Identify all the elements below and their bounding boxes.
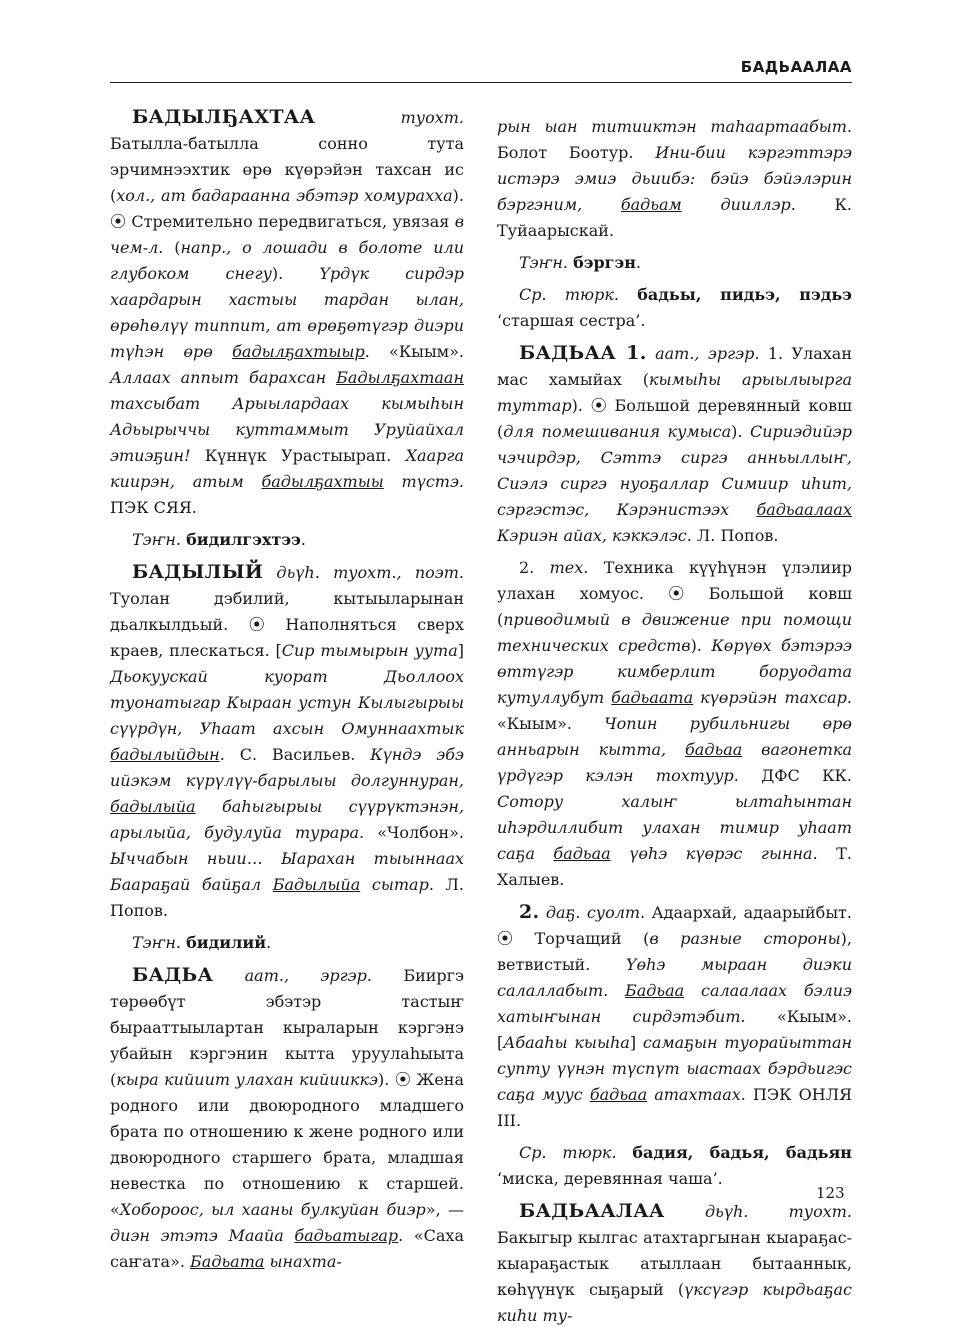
italic-text: тахсыбат Арыылардаах кымыһын Адьырыччы куттаммыт Уруйайхал этиэҕин! [110,394,464,465]
underline: бадьаа [589,1085,648,1104]
text-run: Батылла-батылла сонно тута эрчимнээхтик өрө күөрэйэн тахсан ис ( [110,134,464,205]
headword: БАДЬААЛАА [519,1200,665,1222]
italic-text: . [219,745,225,764]
text-run: «Кыым». [369,342,465,361]
text-run: ПЭК ОНЛЯ III. [497,1085,853,1130]
example-word [685,740,742,759]
example-word [110,797,196,816]
italic-text: для помешивания кумыса [503,422,732,441]
headword: БАДЬАА 1. [519,342,647,364]
entry-paragraph [497,555,852,893]
italic-text: Күндэ эбэ ийэкэм күрүлүү-барылыы долгуннуран, [110,745,464,790]
underline: бадылыйдын [110,745,220,764]
header-rule [110,82,852,83]
entry-paragraph [497,1198,852,1329]
text-run: ПЭК СЯЯ. [110,498,197,517]
italic-text: туохт. [400,108,464,127]
text-run: ‘старшая сестра’. [497,311,646,330]
italic-text: в разные стороны [649,929,841,948]
italic-text: Хобороос, ыл хааны булкуйан биэр [119,1200,426,1219]
bold-term: бадьы, пидьэ, пэдьэ [637,285,852,304]
text-run: Болот Боотур. [497,143,656,162]
italic-text: ынахта- [264,1252,342,1271]
example-word [336,368,464,387]
italic-text: Ср. тюрк. [519,1143,617,1162]
underline: Бадылыйа [272,875,361,894]
italic-text: вагонетка үрдүгэр кэлэн тохтуур. [497,740,853,785]
bold-term: бидилгэхтээ [186,530,301,549]
text-run [619,285,637,304]
italic-text: Хаарга киирэн, атым [110,446,464,491]
text-run: Күннүк Урастыырап. [190,446,406,465]
underline: бадылыйа [110,797,196,816]
underline: бадылҕахтыыр [232,342,365,361]
underline: бадьатыгар [294,1226,399,1245]
text-run: Туолан дэбилий, кытыыларынан дьалкылдьый. ⦿ Наполняться сверх краев, плескаться. [ [110,589,464,660]
underline: бадьаалаах [756,500,852,519]
italic-text: Дьокуускай куорат Дьоллоох туонатыгар Кыраан устун Кылыгырыы сүүрдүн, Уһаат ахсын Омуннаахтык [110,667,464,738]
text-run: ] [629,1033,643,1052]
italic-text: Үөһэ мыраан диэки салаллабыт. [497,955,852,1000]
text-run: . «Саха саҥата». [110,1226,464,1271]
italic-text: Сотору халыҥ ылтаһынтан иһэрдиллибит улахан тимир уһаат саҕа [497,792,852,863]
underline: Бадьата [190,1252,265,1271]
entry-paragraph [110,930,464,956]
entry-paragraph [110,559,464,924]
text-run: ( [163,238,181,257]
text-run: ] [457,641,464,660]
text-run: Бииргэ төрөөбүт эбэтэр тастыҥ бырааттыылартан кыраларын кэргэнэ убайын кэргэнин кытта уруулаһыыта ( [110,966,465,1089]
text-run: ДФС КК. [738,766,852,785]
italic-text: приводимый в движение при помощи технических средств [497,610,852,655]
italic-text: самаҕын туорайыттан супту үүнэн түспүт ыастаах бэрдьигэс саҕа муус [497,1033,853,1104]
text-run: 2. [519,558,550,577]
entry-paragraph [110,527,464,553]
example-word [756,500,852,519]
headword: БАДЬА [132,964,214,986]
entry-paragraph [497,899,852,1134]
italic-text: кыра кийиит улахан кийииккэ [116,1070,379,1089]
example-word [621,195,682,214]
italic-text: Үрдүк сирдэр хаардарын хастыы тардан ылан, өрөһөлүү типпит, ат өрөҕөтүгэр диэри түһэн өрө [110,264,465,361]
underline: бадьаа [685,740,743,759]
example-word [261,472,383,491]
italic-text: сытар. [360,875,434,894]
text-run: Бакыгыр кылгас атахтаргынан кыараҕас-кыараҕастык атыллаан бытааннык, көһүүнүк сыҕарый ( [497,1228,852,1299]
underline: бадьаата [611,688,694,707]
italic-text: дьүһ. туохт., поэт. [276,563,464,582]
text-run: Л. Попов. [110,875,464,920]
text-run: . [300,530,306,549]
text-run: ). [731,422,750,441]
text-run: «Кыым». [497,714,605,733]
italic-text: Тэҥн. [132,933,181,952]
text-run: ). ⦿ Жена родного или двоюродного младшего брата по отношению к жене родного или двоюродного старшего брата, младшая невестка по отношению к старшей. « [110,1070,464,1219]
italic-text: даҕ. суолт. [545,903,646,922]
underline: бадылҕахтыы [261,472,384,491]
entry-paragraph [497,282,852,334]
italic-text: үксүгэр кырдьаҕас киһи ту- [497,1280,852,1325]
italic-text: баһыгырыы сүүрүктэнэн, арылыйа, будулуйа турара. [110,797,464,842]
headword: 2. [519,901,540,923]
running-head-title: БАДЬААЛАА [740,58,852,76]
text-run: ‘миска, деревянная чаша’. [497,1169,723,1188]
italic-text: дииллэр. [681,195,796,214]
example-word [232,342,365,361]
text-run: », — [425,1200,465,1219]
bold-term: бадия, бадья, бадьян [632,1143,852,1162]
underline: Бадьаа [624,981,685,1000]
text-run: ), ветвистый. [497,929,852,974]
italic-text: Аллаах аппыт барахсан [110,368,337,387]
underline: бадьаа [553,844,611,863]
text-run [263,563,276,582]
text-run: Т. Халыев. [497,844,853,889]
text-run: С. Васильев. [224,745,371,764]
italic-text: рын ыан титииктэн таһаартаабыт. [497,117,852,136]
text-run [213,966,244,985]
italic-text: Ини-бии кэргэттэрэ истэрэ эмиэ дьиибэ: бэйэ бэйэлэрин бэргэним, [497,143,853,214]
text-run: К. Туйаарыскай. [497,195,853,240]
example-word [611,688,693,707]
text-run: ). [271,264,320,283]
italic-text: күөрэйэн тахсар. [693,688,853,707]
example-word [590,1085,647,1104]
italic-text: Тэҥн. [132,530,181,549]
text-run [665,1202,705,1221]
entry-paragraph [110,104,464,521]
italic-text: аат., эргэр. [655,344,760,363]
entry-paragraph [497,114,852,244]
example-word [273,875,361,894]
italic-text: тех. [549,558,589,577]
text-run: Техника күүһүнэн үлэлиир улахан хомуос. ⦿ Большой ковш ( [497,558,852,629]
entry-paragraph [497,1140,852,1192]
text-run: . [266,933,272,952]
italic-text: Ср. тюрк. [519,285,619,304]
italic-text: Ыччабын ньии… Ыарахан тыыннаах Баараҕай байҕал [110,849,464,894]
underline: бадьам [620,195,682,214]
example-word [294,1226,398,1245]
italic-text: үөһэ күөрэс гынна. [610,844,818,863]
text-run: Адаархай, адаарыйбыт. ⦿ Торчащий ( [497,903,852,948]
left-column [110,104,464,1275]
italic-text: салаалаах бэлиэ хатыҥынан сирдэтэбит. [497,981,853,1026]
entry-paragraph [497,340,852,549]
italic-text: Кэриэн айах, кэккэлэс. [497,526,692,545]
bold-term: бидилий [186,933,267,952]
text-run [647,344,655,363]
italic-text: хол., ат бадараанна эбэтэр хомурахха [116,186,453,205]
headword: БАДЫЛЫЙ [132,561,264,583]
example-word [625,981,684,1000]
italic-text: Чопин рубильнигы өрө анньарын кытта, [497,714,853,759]
italic-text: кымыһы арыылыырга туттар [497,370,853,415]
italic-text: Тэҥн. [519,253,568,272]
text-run: «Кыым». [ [497,1007,853,1052]
text-run: Л. Попов. [691,526,779,545]
headword: БАДЫЛҔАХТАА [132,106,316,128]
page-number: 123 [816,1184,845,1202]
italic-text: диэн этэтэ Маайа [110,1226,295,1245]
italic-text: аат., эргэр. [244,966,372,985]
text-run: ). ⦿ Большой деревянный ковш ( [497,396,852,441]
entry-paragraph [497,250,852,276]
bold-term: бэргэн [573,253,636,272]
italic-text: Сир тымырын уута [281,641,458,660]
italic-text: . [364,342,370,361]
entry-paragraph [110,962,464,1275]
italic-text: дьүһ. туохт. [704,1202,852,1221]
running-header [110,58,852,78]
example-word [190,1252,264,1271]
example-word [553,844,610,863]
right-column [497,114,852,1329]
italic-text: напр., о лошади в болоте или глубоком снегу [110,238,464,283]
text-run: «Чолбон». [364,823,464,842]
text-run [315,108,400,127]
text-run: . [635,253,642,272]
text-run: ). ⦿ Стремительно передвигаться, увязая [110,186,464,231]
italic-text: түстэ. [383,472,464,491]
italic-text: в чем-л. [110,212,464,257]
text-run [617,1143,633,1162]
italic-text: атахтаах. [647,1085,746,1104]
example-word [110,745,220,764]
text-run: 1. Улахан мас хамыйах ( [497,344,852,389]
italic-text: Сириэдийэр чэчирдэр, Сэттэ сиргэ анньыллыҥ, Сиэлэ сиргэ нуоҕаллар Симиир иһит, сэргэстэс, Кэрэнистээх [497,422,852,519]
italic-text: Көрүөх бэтэрээ өттүгэр кимберлит боруодата кутуллубут [497,636,853,707]
text-run: ). [690,636,712,655]
italic-text: Абааһы кыыһа [503,1033,630,1052]
underline: Бадылҕахтаан [336,368,464,387]
